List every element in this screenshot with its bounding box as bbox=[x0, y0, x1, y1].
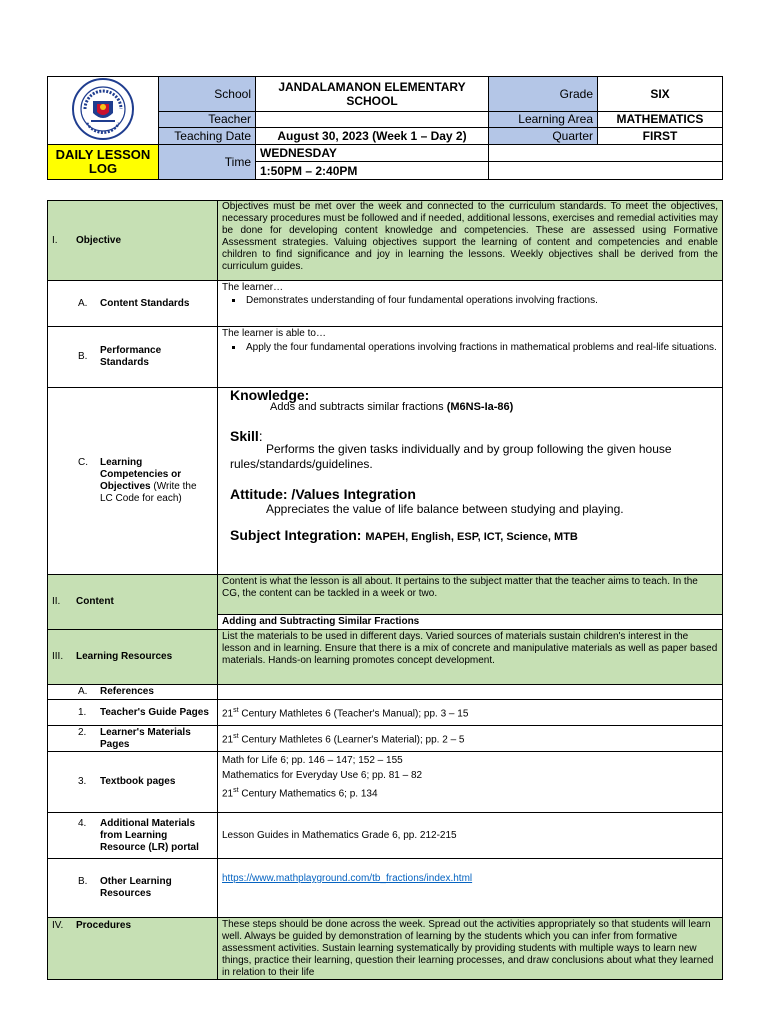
grade-label: Grade bbox=[489, 77, 598, 112]
objective-text: Objectives must be met over the week and connected to the curriculum standards. To meet the objectives, necessary procedures must be followed and if needed, additional lessons, exercises and remedial activities may be done for developing content knowledge and competencies. These are assessed using Formative Assessment strategies. Valuing objectives support the learning of content and competencies and enable children to find significance and joy in learning the lessons. Weekly objectives shall be derived from the curriculum guides. bbox=[218, 201, 723, 281]
references-cell bbox=[218, 685, 723, 700]
procedures-title: Procedures bbox=[76, 920, 132, 931]
school-label: School bbox=[159, 77, 256, 112]
skill-label: Skill bbox=[230, 428, 259, 444]
grade-value: SIX bbox=[598, 77, 723, 112]
content-topic: Adding and Subtracting Similar Fractions bbox=[218, 615, 723, 630]
content-title: Content bbox=[76, 596, 114, 607]
time-value: 1:50PM – 2:40PM bbox=[256, 162, 489, 180]
competencies-title: Learning Competencies or Objectives bbox=[100, 457, 182, 492]
teaching-date-label: Teaching Date bbox=[159, 127, 256, 144]
content-standards-intro: The learner… bbox=[222, 282, 284, 293]
quarter-value: FIRST bbox=[598, 127, 723, 144]
teacher-value bbox=[256, 111, 489, 127]
competencies-label-cell: C. Learning Competencies or Objectives (Write the LC Code for each) bbox=[48, 388, 218, 575]
seal-icon bbox=[71, 77, 135, 141]
procedures-label-cell: IV. Procedures bbox=[48, 918, 218, 980]
knowledge-code: (M6NS-Ia-86) bbox=[446, 401, 514, 413]
performance-standards-intro: The learner is able to… bbox=[222, 328, 326, 339]
header-table bbox=[47, 76, 723, 180]
time-extra-cell bbox=[489, 162, 723, 180]
attitude-text: Appreciates the value of life balance between studying and playing. bbox=[266, 502, 624, 516]
objective-row bbox=[48, 201, 723, 281]
skill-text-line2: rules/standards/guidelines. bbox=[230, 457, 373, 471]
procedures-row bbox=[48, 918, 723, 980]
teacher-label: Teacher bbox=[159, 111, 256, 127]
other-resources-row: B. Other Learning Resources https://www.mathplayground.com/tb_fractions/index.html bbox=[48, 859, 723, 918]
content-standards-label-cell: A. Content Standards bbox=[48, 281, 218, 327]
teaching-date-value: August 30, 2023 (Week 1 – Day 2) bbox=[256, 127, 489, 144]
lesson-log-table bbox=[47, 200, 723, 980]
day-extra-cell bbox=[489, 145, 723, 162]
textbook-value: Math for Life 6; pp. 146 – 147; 152 – 155 Mathematics for Everyday Use 6; pp. 81 – 82 21st Century Mathematics 6; p. 134 bbox=[218, 752, 723, 813]
math-playground-link[interactable]: https://www.mathplayground.com/tb_fractions/index.html bbox=[222, 873, 473, 884]
procedures-description: These steps should be done across the week. Spread out the activities appropriately so that students will learn well. Always be guided by demonstration of learning by the students which you can infer from formative assessment activities. Sustain learning systematically by providing students with multiple ways to learn new things, practice their learning, question their learning processes, and draw conclusions about what they learned in relation to their life bbox=[218, 918, 723, 980]
subject-integration-text: MAPEH, English, ESP, ICT, Science, MTB bbox=[365, 531, 578, 543]
content-standards-bullet: ▪ Demonstrates understanding of four fundamental operations involving fractions. bbox=[244, 295, 718, 307]
teachers-guide-row: 1. Teacher's Guide Pages 21st Century Mathletes 6 (Teacher's Manual); pp. 3 – 15 bbox=[48, 700, 723, 726]
references-label-cell: A. References bbox=[48, 685, 218, 700]
performance-standards-bullet: ▪ Apply the four fundamental operations involving fractions in mathematical problems and real-life situations. bbox=[244, 341, 718, 355]
other-resources-title: Other Learning Resources bbox=[100, 876, 172, 899]
objective-label-cell: I. Objective bbox=[48, 201, 218, 281]
knowledge-text: Adds and subtracts similar fractions bbox=[270, 401, 444, 413]
school-value: JANDALAMANON ELEMENTARY SCHOOL bbox=[256, 77, 489, 112]
content-row bbox=[48, 575, 723, 615]
time-label: Time bbox=[159, 145, 256, 180]
textbook-row: 3. Textbook pages Math for Life 6; pp. 146 – 147; 152 – 155 Mathematics for Everyday Use 6; pp. 81 – 82 21st Century Mathematics 6; p. 134 bbox=[48, 752, 723, 813]
quarter-label: Quarter bbox=[489, 127, 598, 144]
resources-row bbox=[48, 630, 723, 685]
attitude-label: Attitude: /Values Integration bbox=[230, 486, 416, 502]
performance-standards-label-cell: B. Performance Standards bbox=[48, 327, 218, 388]
resources-label-cell: III. Learning Resources bbox=[48, 630, 218, 685]
content-label-cell: II. Content bbox=[48, 575, 218, 630]
learners-materials-row: 2. Learner's Materials Pages 21st Century Mathletes 6 (Learner's Material); pp. 2 – 5 bbox=[48, 726, 723, 752]
deped-seal-logo bbox=[48, 77, 159, 145]
objective-title: Objective bbox=[76, 234, 122, 246]
learners-materials-title: Learner's Materials Pages bbox=[100, 726, 191, 750]
competencies-cell: Knowledge: Adds and subtracts similar fractions (M6NS-Ia-86) Skill: Performs the given tasks individually and by group following the given house rules/standards/guidelines. Attitude: /Values Integration Appreciates the value of life balance between studying and playing. Subject Integration: MAPEH, English, ESP, ICT, Science, MTB bbox=[218, 388, 723, 575]
learning-area-label: Learning Area bbox=[489, 111, 598, 127]
competencies-note: (Write the LC Code for each) bbox=[100, 481, 197, 504]
competencies-row bbox=[48, 388, 723, 575]
additional-materials-row: 4. Additional Materials from Learning Resource (LR) portal Lesson Guides in Mathematics Grade 6, pp. 212-215 bbox=[48, 813, 723, 859]
content-standards-title: Content Standards bbox=[100, 297, 190, 309]
performance-standards-row bbox=[48, 327, 723, 388]
learners-materials-value: 21st Century Mathletes 6 (Learner's Material); pp. 2 – 5 bbox=[218, 726, 723, 752]
performance-standards-title: Performance Standards bbox=[100, 345, 162, 368]
skill-text-line1: Performs the given tasks individually and by group following the given house bbox=[266, 442, 672, 456]
additional-materials-value: Lesson Guides in Mathematics Grade 6, pp. 212-215 bbox=[218, 813, 723, 859]
teachers-guide-value: 21st Century Mathletes 6 (Teacher's Manual); pp. 3 – 15 bbox=[218, 700, 723, 726]
additional-materials-title: Additional Materials from Learning Resource (LR) portal bbox=[100, 817, 199, 853]
content-standards-row bbox=[48, 281, 723, 327]
performance-standards-cell bbox=[218, 327, 723, 388]
daily-lesson-log-title: DAILY LESSON LOG bbox=[48, 145, 159, 180]
references-row bbox=[48, 685, 723, 700]
resources-description: List the materials to be used in different days. Varied sources of materials sustain children's interest in the lesson and in learning. Ensure that there is a mix of concrete and manipulative materials as well as paper based materials. Hands-on learning promotes concept development. bbox=[218, 630, 723, 685]
content-description: Content is what the lesson is all about. It pertains to the subject matter that the teacher aims to teach. In the CG, the content can be tackled in a week or two. bbox=[218, 575, 723, 615]
content-standards-cell bbox=[218, 281, 723, 327]
subject-integration-label: Subject Integration: bbox=[230, 527, 362, 543]
day-value: WEDNESDAY bbox=[256, 145, 489, 162]
knowledge-label: Knowledge: bbox=[230, 387, 310, 403]
references-title: References bbox=[100, 686, 154, 697]
learning-area-value: MATHEMATICS bbox=[598, 111, 723, 127]
textbook-title: Textbook pages bbox=[100, 776, 176, 787]
resources-title: Learning Resources bbox=[76, 651, 173, 662]
teachers-guide-title: Teacher's Guide Pages bbox=[100, 706, 209, 718]
